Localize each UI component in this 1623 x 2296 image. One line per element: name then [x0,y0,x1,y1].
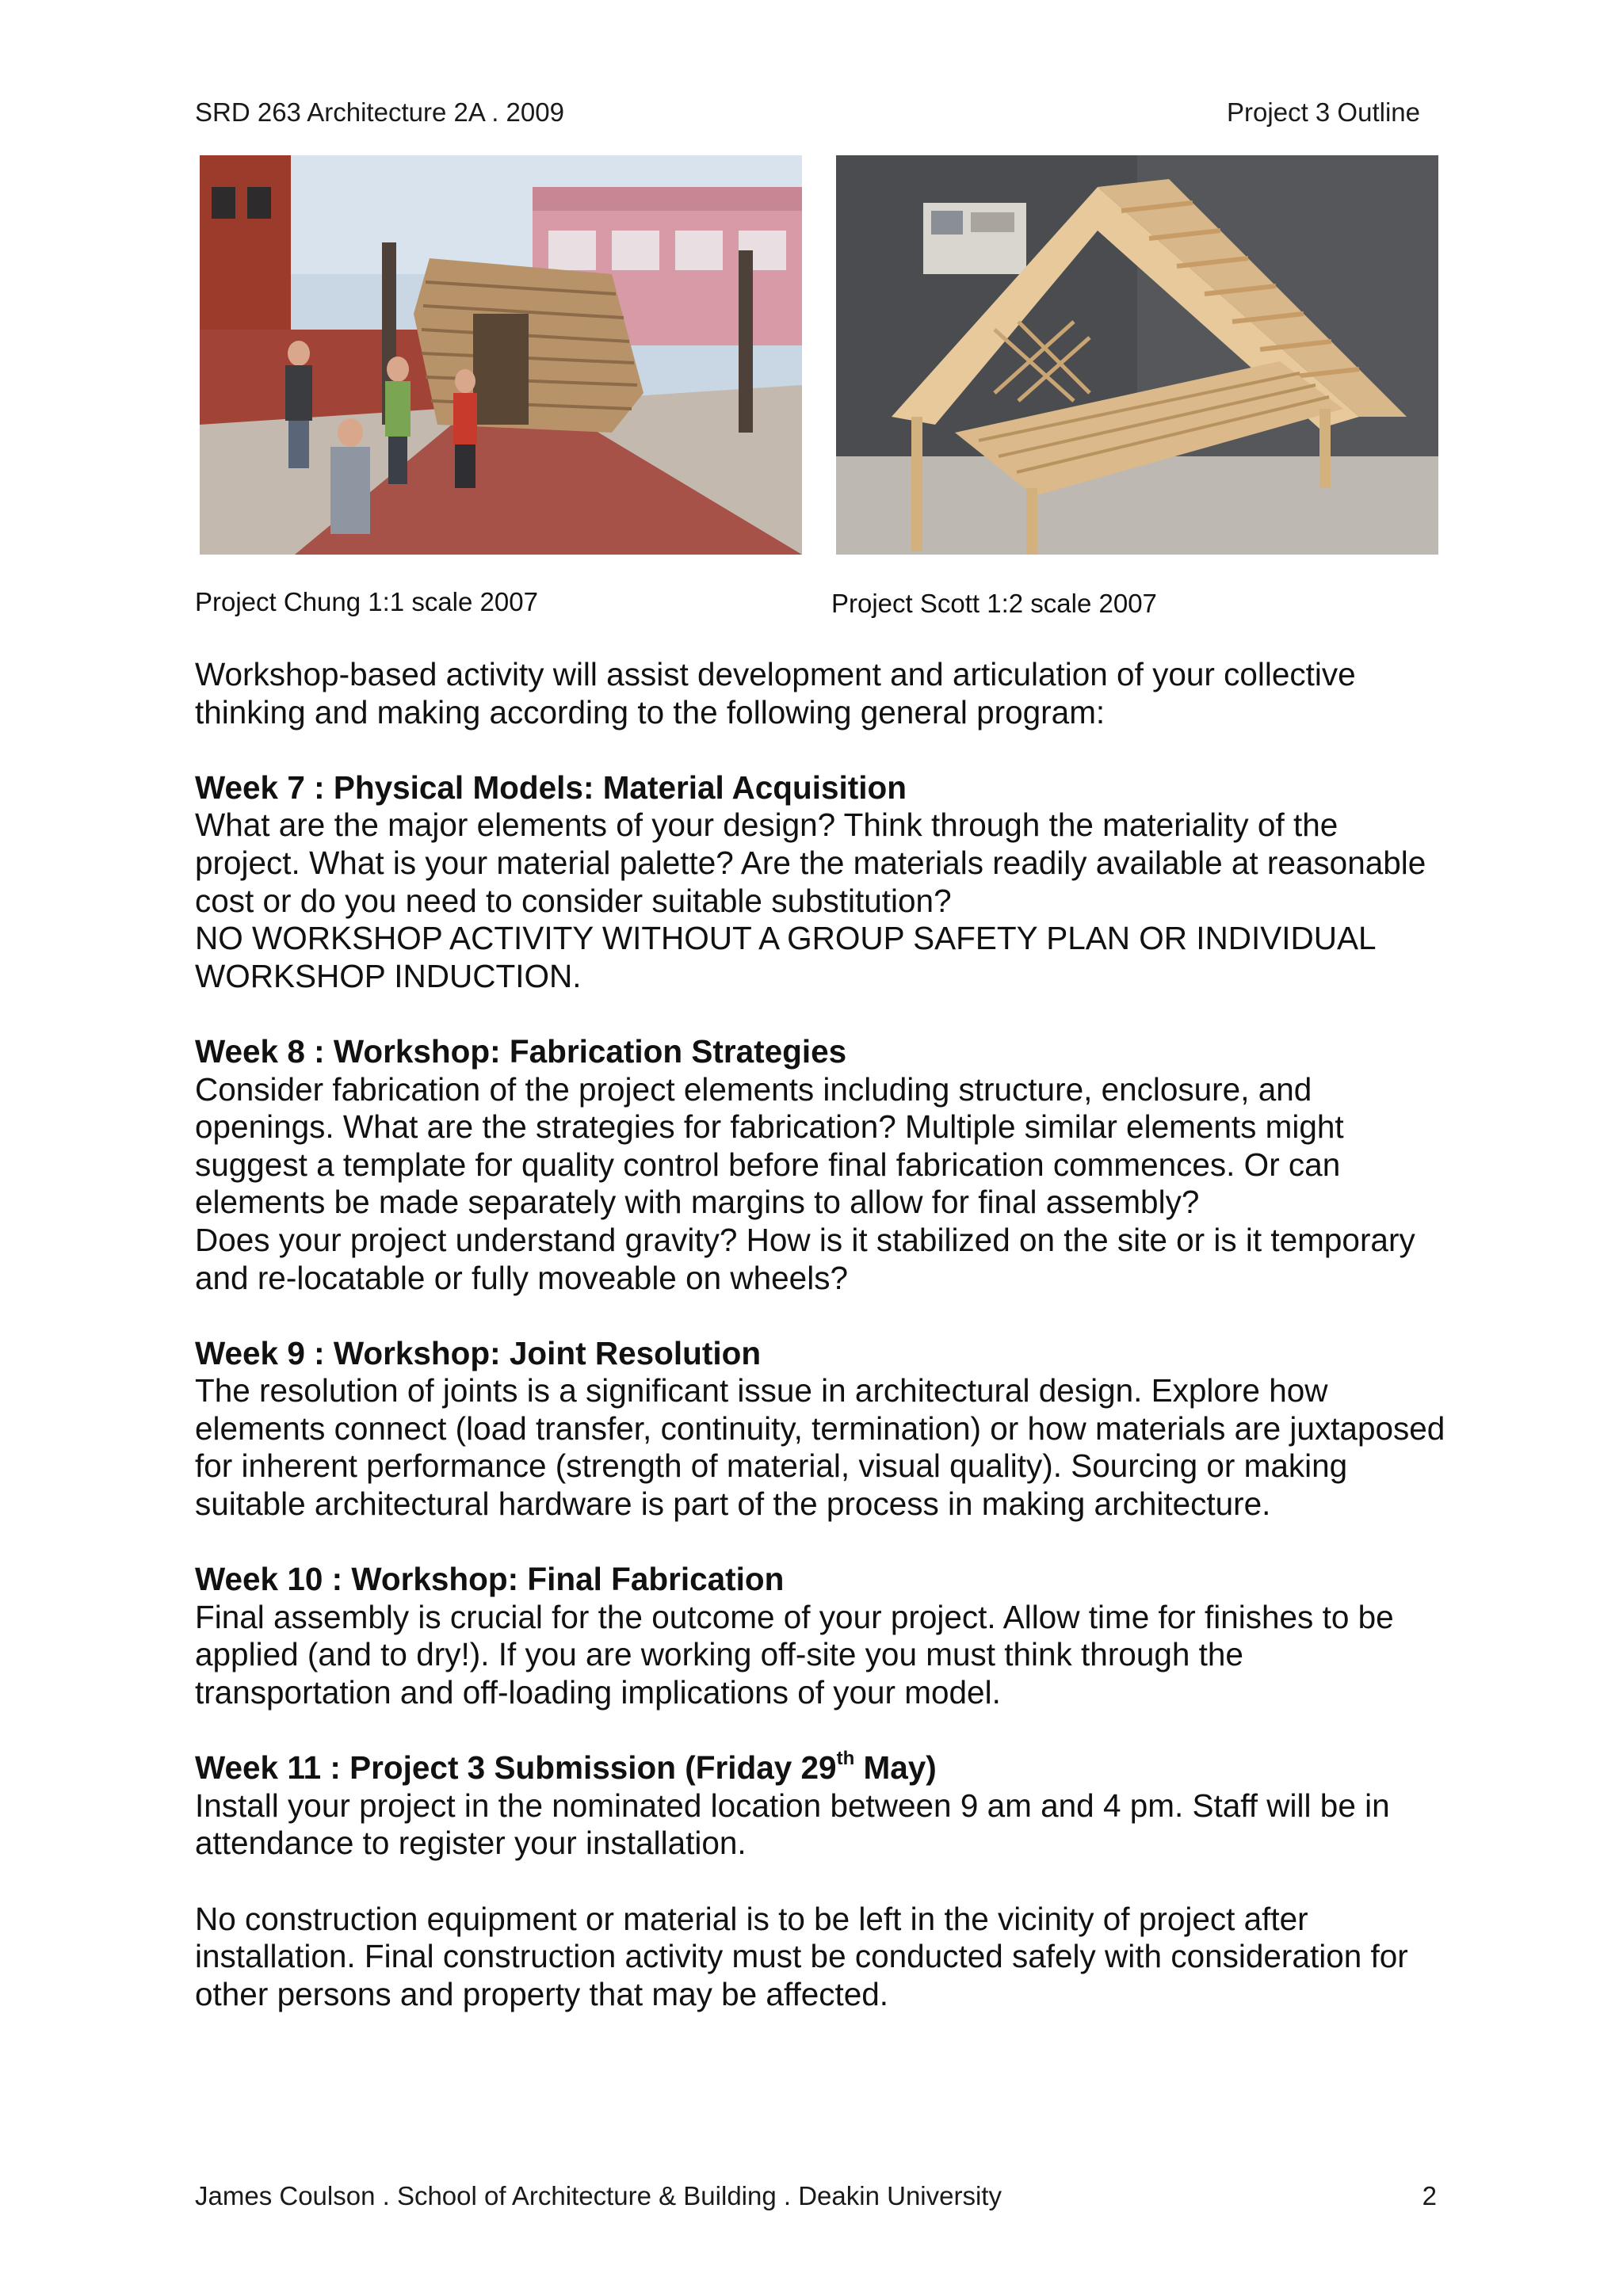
week-9-title: Week 9 : Workshop: Joint Resolution [195,1334,762,1371]
week-7-paragraph-1: What are the major elements of your design? Think through the materiality of the project. What is your material palette? Are the materials readily available at reasonable cost or do you need to consider suitable substitution? [195,807,1426,919]
photo-project-scott [836,155,1438,555]
week-9-paragraph-1: The resolution of joints is a significant issue in architectural design. Explore how elements connect (load transfer, continuity, termination) or how materials are juxtaposed for inherent performance (strength of material, visual quality). Sourcing or making suitable architectural hardware is part of the process in making architecture. [195,1372,1445,1523]
intro-paragraph: Workshop-based activity will assist development and articulation of your collective thinking and making according to the following general program: [195,656,1356,730]
week-11-title-prefix: Week 11 : Project 3 Submission (Friday 29 [195,1749,837,1787]
week-8-title: Week 8 : Workshop: Fabrication Strategies [195,1032,847,1070]
caption-project-scott: Project Scott 1:2 scale 2007 [831,589,1157,618]
page-number: 2 [1422,2181,1437,2210]
week-11-title [195,1749,1447,1787]
header-project: Project 3 Outline [1227,97,1420,127]
week-10-title: Week 10 : Workshop: Final Fabrication [195,1561,785,1598]
week-11-section [195,1749,1447,1863]
week-9-section [195,1335,1447,1524]
week-11-title-suffix: May) [854,1749,937,1787]
week-8-paragraph-2: Does your project understand gravity? How is it stabilized on the site or is it temporary and re-locatable or fully moveable on wheels? [195,1221,1415,1296]
week-11-paragraph-1: Install your project in the nominated location between 9 am and 4 pm. Staff will be in attendance to register your installation. [195,1787,1390,1862]
week-10-section [195,1561,1447,1711]
photo-project-chung [200,155,802,555]
photo-project-scott-image [836,155,1438,555]
week-7-paragraph-2: NO WORKSHOP ACTIVITY WITHOUT A GROUP SAFETY PLAN OR INDIVIDUAL WORKSHOP INDUCTION. [195,920,1376,994]
week-10-paragraph-1: Final assembly is crucial for the outcome of your project. Allow time for finishes to be applied (and to dry!). If you are working off-site you must think through the transportation and off-loading implications of your model. [195,1598,1394,1711]
caption-project-chung: Project Chung 1:1 scale 2007 [195,587,538,616]
week-8-paragraph-1: Consider fabrication of the project elements including structure, enclosure, and openings. What are the strategies for fabrication? Multiple similar elements might suggest a template for quality control before final fabrication commences. Or can elements be made separately with margins to allow for final assembly? [195,1070,1344,1221]
photo-project-chung-image [200,155,802,555]
header-course: SRD 263 Architecture 2A . 2009 [195,97,564,127]
week-8-section [195,1033,1447,1297]
week-7-section [195,769,1447,996]
closing-paragraph: No construction equipment or material is to be left in the vicinity of project after installation. Final construction activity must be conducted safely with consideration for other persons and property that may be affected. [195,1900,1408,2012]
week-11-title-superscript: th [836,1747,855,1769]
footer-author: James Coulson . School of Architecture & Building . Deakin University [195,2181,1002,2210]
week-7-title: Week 7 : Physical Models: Material Acquisition [195,769,907,806]
document-body [195,656,1447,2013]
